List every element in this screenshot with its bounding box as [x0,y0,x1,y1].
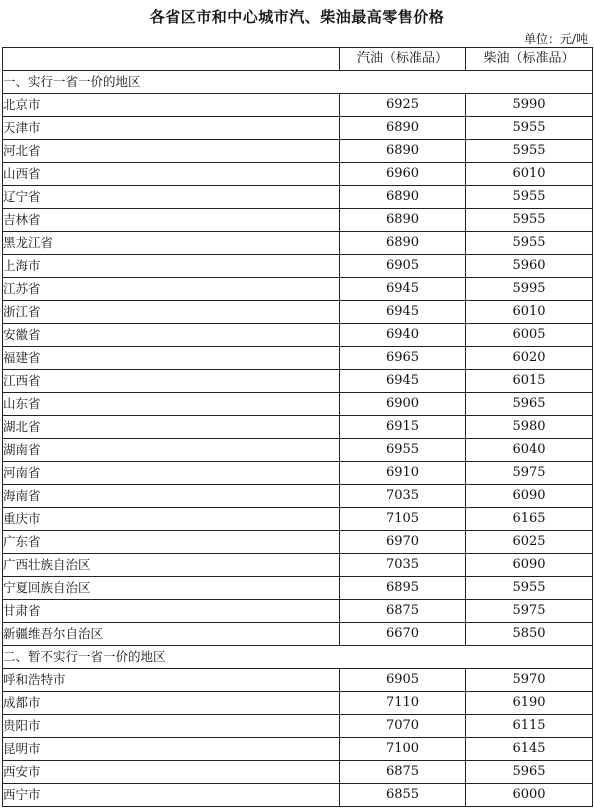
region-name-cell: 河北省 [3,140,340,163]
region-name-cell: 吉林省 [3,209,340,232]
table-row [3,669,593,692]
table-row [3,715,593,738]
diesel-price-cell: 6145 [466,738,593,761]
gasoline-price-cell: 6945 [340,301,466,324]
gasoline-price-cell: 6970 [340,531,466,554]
region-name-cell: 贵阳市 [3,715,340,738]
region-name-cell: 黑龙江省 [3,232,340,255]
section-row [3,646,593,669]
diesel-price-cell: 5990 [466,94,593,117]
gasoline-price-cell: 6890 [340,140,466,163]
table-row [3,232,593,255]
gasoline-price-cell: 7035 [340,485,466,508]
table-row [3,347,593,370]
table-row [3,761,593,784]
diesel-price-cell: 5955 [466,232,593,255]
table-row [3,370,593,393]
diesel-price-cell: 5960 [466,255,593,278]
diesel-price-cell: 6190 [466,692,593,715]
gasoline-price-cell: 6900 [340,393,466,416]
gasoline-price-cell: 6890 [340,209,466,232]
region-name-cell: 湖北省 [3,416,340,439]
table-row [3,255,593,278]
diesel-price-cell: 5995 [466,278,593,301]
diesel-price-cell: 6165 [466,508,593,531]
diesel-price-cell: 6115 [466,715,593,738]
region-name-cell: 甘肃省 [3,600,340,623]
diesel-price-cell: 5970 [466,669,593,692]
diesel-price-cell: 6090 [466,485,593,508]
region-name-cell: 海南省 [3,485,340,508]
unit-label: 单位：元/吨 [523,32,588,46]
region-name-cell: 天津市 [3,117,340,140]
header-gasoline: 汽油（标准品） [340,48,466,71]
table-row [3,485,593,508]
region-name-cell: 西宁市 [3,784,340,807]
table-row [3,554,593,577]
diesel-price-cell: 6010 [466,163,593,186]
region-name-cell: 西安市 [3,761,340,784]
diesel-price-cell: 5955 [466,209,593,232]
gasoline-price-cell: 6905 [340,255,466,278]
diesel-price-cell: 6005 [466,324,593,347]
diesel-price-cell: 6040 [466,439,593,462]
table-row [3,94,593,117]
region-name-cell: 河南省 [3,462,340,485]
diesel-price-cell: 5955 [466,577,593,600]
table-row [3,324,593,347]
gasoline-price-cell: 6955 [340,439,466,462]
section-label: 一、实行一省一价的地区 [3,71,593,94]
region-name-cell: 呼和浩特市 [3,669,340,692]
diesel-price-cell: 5975 [466,462,593,485]
table-row [3,393,593,416]
gasoline-price-cell: 6945 [340,278,466,301]
header-region [3,48,340,71]
region-name-cell: 上海市 [3,255,340,278]
region-name-cell: 宁夏回族自治区 [3,577,340,600]
region-name-cell: 山东省 [3,393,340,416]
diesel-price-cell: 5965 [466,393,593,416]
table-row [3,577,593,600]
diesel-price-cell: 6090 [466,554,593,577]
gasoline-price-cell: 7110 [340,692,466,715]
region-name-cell: 福建省 [3,347,340,370]
header-diesel: 柴油（标准品） [466,48,593,71]
gasoline-price-cell: 6960 [340,163,466,186]
table-row [3,278,593,301]
diesel-price-cell: 6010 [466,301,593,324]
diesel-price-cell: 6025 [466,531,593,554]
region-name-cell: 北京市 [3,94,340,117]
table-header-row [3,48,593,71]
gasoline-price-cell: 6890 [340,186,466,209]
region-name-cell: 辽宁省 [3,186,340,209]
gasoline-price-cell: 6925 [340,94,466,117]
table-row [3,531,593,554]
region-name-cell: 新疆维吾尔自治区 [3,623,340,646]
table-row [3,600,593,623]
table-row [3,508,593,531]
diesel-price-cell: 6000 [466,784,593,807]
gasoline-price-cell: 6890 [340,232,466,255]
diesel-price-cell: 5955 [466,117,593,140]
diesel-price-cell: 5980 [466,416,593,439]
gasoline-price-cell: 7070 [340,715,466,738]
gasoline-price-cell: 7100 [340,738,466,761]
region-name-cell: 山西省 [3,163,340,186]
table-row [3,462,593,485]
region-name-cell: 江苏省 [3,278,340,301]
gasoline-price-cell: 6905 [340,669,466,692]
price-table [2,47,593,807]
gasoline-price-cell: 7105 [340,508,466,531]
diesel-price-cell: 5955 [466,186,593,209]
diesel-price-cell: 5975 [466,600,593,623]
region-name-cell: 广西壮族自治区 [3,554,340,577]
diesel-price-cell: 5965 [466,761,593,784]
gasoline-price-cell: 6915 [340,416,466,439]
region-name-cell: 浙江省 [3,301,340,324]
gasoline-price-cell: 6875 [340,600,466,623]
table-row [3,738,593,761]
gasoline-price-cell: 6875 [340,761,466,784]
diesel-price-cell: 5955 [466,140,593,163]
gasoline-price-cell: 6855 [340,784,466,807]
gasoline-price-cell: 6895 [340,577,466,600]
section-label: 二、暂不实行一省一价的地区 [3,646,593,669]
region-name-cell: 湖南省 [3,439,340,462]
gasoline-price-cell: 6940 [340,324,466,347]
region-name-cell: 成都市 [3,692,340,715]
gasoline-price-cell: 6890 [340,117,466,140]
table-row [3,692,593,715]
gasoline-price-cell: 6945 [340,370,466,393]
table-body [3,71,593,807]
page-title: 各省区市和中心城市汽、柴油最高零售价格 [149,8,445,26]
region-name-cell: 江西省 [3,370,340,393]
table-row [3,186,593,209]
table-row [3,623,593,646]
gasoline-price-cell: 6910 [340,462,466,485]
region-name-cell: 重庆市 [3,508,340,531]
diesel-price-cell: 6015 [466,370,593,393]
diesel-price-cell: 5850 [466,623,593,646]
region-name-cell: 昆明市 [3,738,340,761]
table-row [3,301,593,324]
table-row [3,163,593,186]
table-row [3,416,593,439]
table-row [3,439,593,462]
table-row [3,140,593,163]
section-row [3,71,593,94]
gasoline-price-cell: 6670 [340,623,466,646]
table-row [3,784,593,807]
gasoline-price-cell: 7035 [340,554,466,577]
table-row [3,209,593,232]
table-row [3,117,593,140]
region-name-cell: 广东省 [3,531,340,554]
gasoline-price-cell: 6965 [340,347,466,370]
diesel-price-cell: 6020 [466,347,593,370]
region-name-cell: 安徽省 [3,324,340,347]
